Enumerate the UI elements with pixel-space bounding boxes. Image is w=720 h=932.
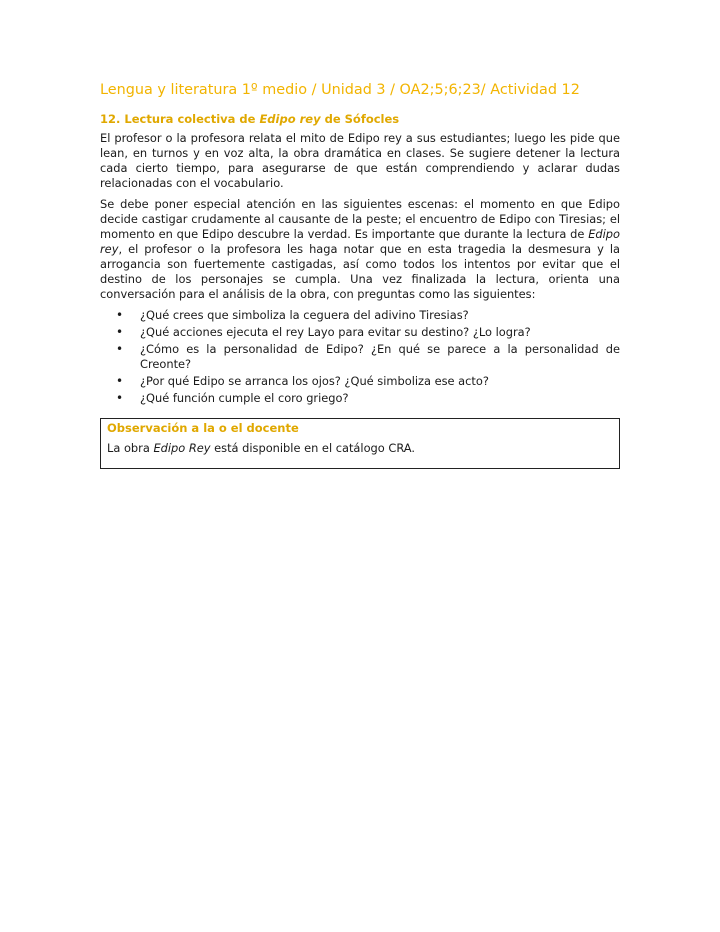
paragraph-scenes-part1: Se debe poner especial atención en las siguientes escenas: el momento en que Edipo decide castigar crudamente al causante de la peste; el encuentro de Edipo con Tiresias; el momento en que Edipo descubre la verdad. Es importante que durante la lectura de: [100, 197, 620, 241]
section-title: [100, 112, 620, 126]
question-item: • ¿Cómo es la personalidad de Edipo? ¿En qué se parece a la personalidad de Creonte?: [140, 342, 620, 372]
teacher-note-suffix: está disponible en el catálogo CRA.: [210, 441, 415, 455]
section-title-prefix: 12. Lectura colectiva de: [100, 112, 260, 126]
question-list: [100, 308, 620, 406]
teacher-note-box: [100, 418, 620, 469]
document-page: [100, 82, 620, 469]
document-header: Lengua y literatura 1º medio / Unidad 3 / OA2;5;6;23/ Actividad 12: [100, 82, 580, 98]
question-item: • ¿Qué crees que simboliza la ceguera del adivino Tiresias?: [140, 308, 620, 323]
section-title-italic: Edipo rey: [259, 112, 321, 126]
question-item: • ¿Qué función cumple el coro griego?: [140, 391, 620, 406]
section-title-suffix: de Sófocles: [320, 112, 400, 126]
question-item: • ¿Por qué Edipo se arranca los ojos? ¿Qué simboliza ese acto?: [140, 374, 620, 389]
teacher-note-text: [107, 441, 613, 456]
teacher-note-italic: Edipo Rey: [153, 441, 211, 455]
teacher-note-prefix: La obra: [107, 441, 154, 455]
teacher-note-title: Observación a la o el docente: [107, 421, 299, 435]
question-item: • ¿Qué acciones ejecuta el rey Layo para evitar su destino? ¿Lo logra?: [140, 325, 620, 340]
paragraph-scenes-italic: Edipo rey: [100, 227, 620, 256]
paragraph-scenes-part2: , el profesor o la profesora les haga notar que en esta tragedia la desmesura y la arrogancia son fuertemente castigadas, así como todos los intentos por evitar que el destino de los personajes se cumpla. Una vez finalizada la lectura, orienta una conversación para el análisis de la obra, con preguntas como las siguientes:: [100, 242, 620, 301]
paragraph-scenes: [100, 197, 620, 302]
paragraph-intro: El profesor o la profesora relata el mito de Edipo rey a sus estudiantes; luego les pide que lean, en turnos y en voz alta, la obra dramática en clases. Se sugiere detener la lectura cada cierto tiempo, para asegurarse de que están comprendiendo y aclarar dudas relacionadas con el vocabulario.: [100, 131, 620, 190]
